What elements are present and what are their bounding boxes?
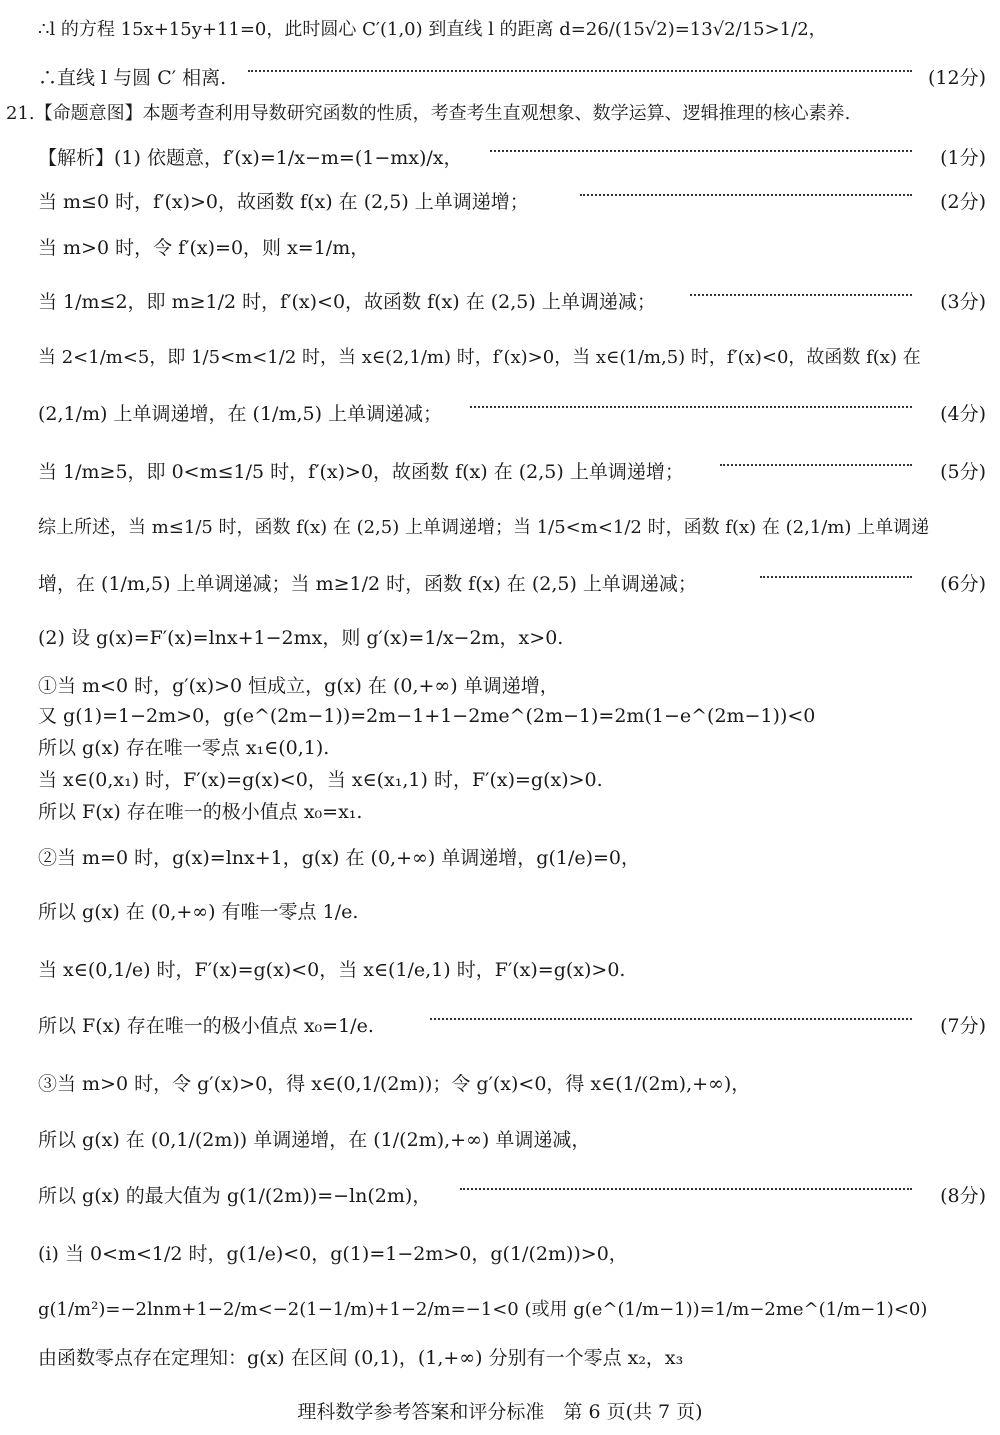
score-label: (3分) — [940, 291, 986, 313]
line-text: 所以 g(x) 在 (0,1/(2m)) 单调递增，在 (1/(2m),+∞) 单调递减， — [38, 1129, 591, 1151]
line-text: 当 2<1/m<5，即 1/5<m<1/2 时，当 x∈(2,1/m) 时，f′(x)>0，当 x∈(1/m,5) 时，f′(x)<0，故函数 f(x) 在 — [38, 347, 921, 368]
line-text: 当 m≤0 时，f′(x)>0，故函数 f(x) 在 (2,5) 上单调递增； — [38, 191, 529, 213]
leader-dots — [490, 150, 912, 154]
line-text: 21.【命题意图】本题考查利用导数研究函数的性质，考查考生直观想象、数学运算、逻辑推理的核心素养. — [6, 103, 851, 124]
line-text: 所以 F(x) 存在唯一的极小值点 x₀=x₁. — [38, 801, 363, 823]
leader-dots — [430, 1018, 912, 1022]
leader-dots — [760, 576, 912, 580]
score-label: (2分) — [940, 191, 986, 213]
line-text: 当 x∈(0,x₁) 时，F′(x)=g(x)<0，当 x∈(x₁,1) 时，F′(x)=g(x)>0. — [38, 769, 603, 791]
line-text: ③当 m>0 时，令 g′(x)>0，得 x∈(0,1/(2m))；令 g′(x)<0，得 x∈(1/(2m),+∞)， — [38, 1073, 751, 1095]
line-text: (i) 当 0<m<1/2 时，g(1/e)<0，g(1)=1−2m>0，g(1/(2m))>0， — [38, 1243, 628, 1265]
leader-dots — [690, 294, 912, 298]
line-text: 又 g(1)=1−2m>0，g(e^(2m−1))=2m−1+1−2me^(2m−1)=2m(1−e^(2m−1))<0 — [38, 705, 816, 727]
score-label: (8分) — [940, 1185, 986, 1207]
leader-dots — [248, 70, 912, 74]
score-label: (1分) — [940, 147, 986, 169]
score-label: (6分) — [940, 573, 986, 595]
line-text: 【解析】(1) 依题意，f′(x)=1/x−m=(1−mx)/x， — [38, 147, 463, 169]
line-text: 当 x∈(0,1/e) 时，F′(x)=g(x)<0，当 x∈(1/e,1) 时，F′(x)=g(x)>0. — [38, 959, 626, 981]
line-text: 所以 g(x) 在 (0,+∞) 有唯一零点 1/e. — [38, 901, 359, 923]
line-text: 由函数零点存在定理知：g(x) 在区间 (0,1)，(1,+∞) 分别有一个零点 x₂，x₃ — [38, 1347, 684, 1369]
line-text: 当 m>0 时，令 f′(x)=0，则 x=1/m， — [38, 237, 370, 259]
line-text: 当 1/m≤2，即 m≥1/2 时，f′(x)<0，故函数 f(x) 在 (2,5) 上单调递减； — [38, 291, 656, 313]
line-text: g(1/m²)=−2lnm+1−2/m<−2(1−1/m)+1−2/m=−1<0 (或用 g(e^(1/m−1))=1/m−2me^(1/m−1)<0) — [38, 1299, 928, 1320]
leader-dots — [470, 406, 912, 410]
line-text: ∴l 的方程 15x+15y+11=0，此时圆心 C′(1,0) 到直线 l 的距离 d=26/(15√2)=13√2/15>1/2， — [38, 19, 827, 40]
line-text: 综上所述，当 m≤1/5 时，函数 f(x) 在 (2,5) 上单调递增；当 1/5<m<1/2 时，函数 f(x) 在 (2,1/m) 上单调递 — [38, 517, 930, 538]
line-text: 所以 g(x) 的最大值为 g(1/(2m))=−ln(2m)， — [38, 1185, 432, 1207]
line-text: 所以 g(x) 存在唯一零点 x₁∈(0,1). — [38, 737, 330, 759]
line-text: ①当 m<0 时，g′(x)>0 恒成立，g(x) 在 (0,+∞) 单调递增， — [38, 675, 559, 697]
score-label: (12分) — [927, 67, 986, 89]
line-text: (2,1/m) 上单调递增，在 (1/m,5) 上单调递减； — [38, 403, 443, 425]
leader-dots — [460, 1188, 912, 1192]
line-text: ②当 m=0 时，g(x)=lnx+1，g(x) 在 (0,+∞) 单调递增，g(1/e)=0， — [38, 847, 641, 869]
line-text: 所以 F(x) 存在唯一的极小值点 x₀=1/e. — [38, 1015, 374, 1037]
line-text: 增，在 (1/m,5) 上单调递减；当 m≥1/2 时，函数 f(x) 在 (2,5) 上单调递减； — [38, 573, 697, 595]
score-label: (4分) — [940, 403, 986, 425]
page-footer: 理科数学参考答案和评分标准 第 6 页(共 7 页) — [297, 1401, 703, 1423]
line-text: ∴直线 l 与圆 C′ 相离. — [38, 67, 227, 89]
leader-dots — [720, 464, 912, 468]
score-label: (7分) — [940, 1015, 986, 1037]
leader-dots — [580, 194, 912, 198]
line-text: (2) 设 g(x)=F′(x)=lnx+1−2mx，则 g′(x)=1/x−2m，x>0. — [38, 627, 564, 649]
score-label: (5分) — [940, 461, 986, 483]
line-text: 当 1/m≥5，即 0<m≤1/5 时，f′(x)>0，故函数 f(x) 在 (2,5) 上单调递增； — [38, 461, 684, 483]
